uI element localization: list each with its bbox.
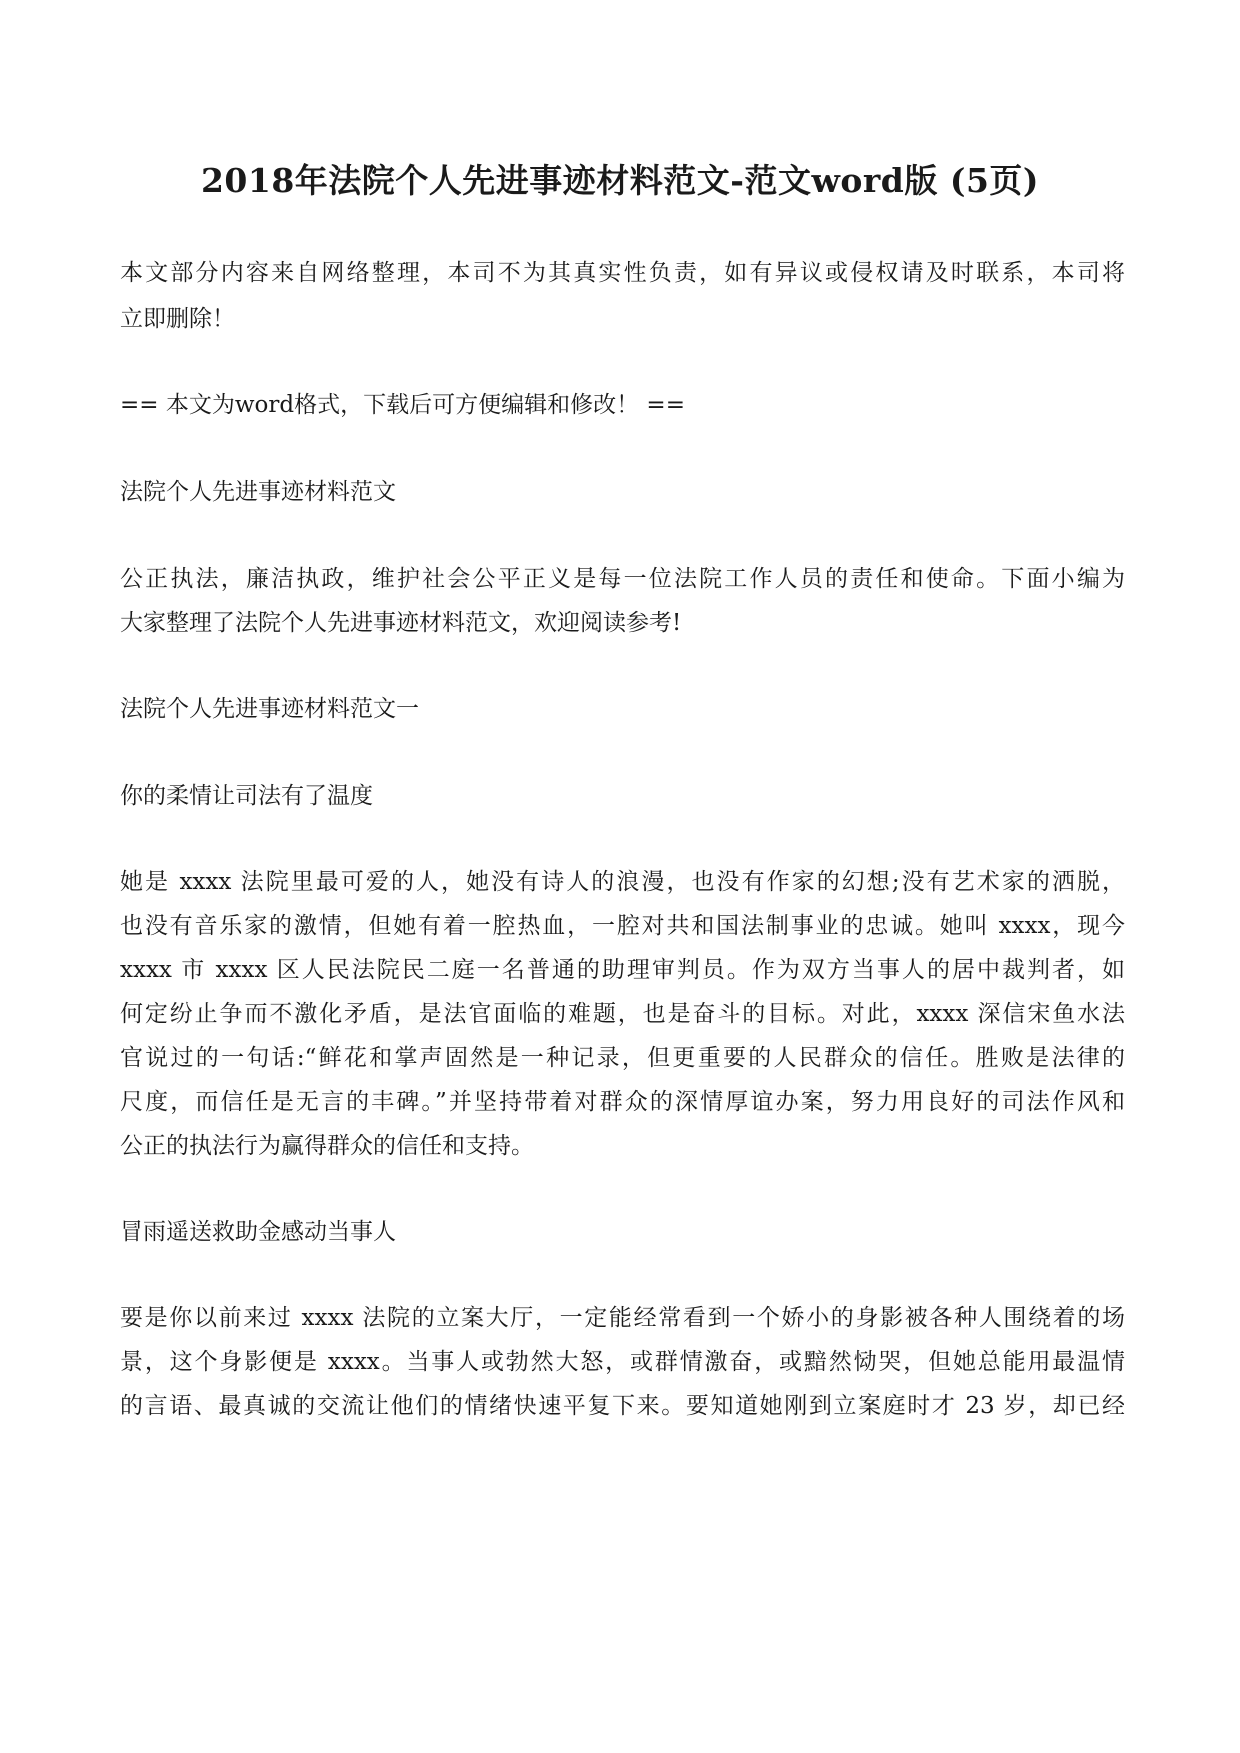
disclaimer-line-2: 立即删除！ xyxy=(120,306,235,332)
intro-line-1: 公正执法，廉洁执政，维护社会公平正义是每一位法院工作人员的责任和使命。下面小编为 xyxy=(120,566,1125,592)
paragraph-2-line-2: 景，这个身影便是 xxxx。当事人或勃然大怒，或群情激奋，或黯然恸哭，但她总能用最温情 xyxy=(120,1349,1125,1375)
section-heading: 法院个人先进事迹材料范文 xyxy=(120,479,396,505)
paragraph-2-line-1: 要是你以前来过 xxxx 法院的立案大厅，一定能经常看到一个娇小的身影被各种人围绕着的场 xyxy=(120,1305,1125,1331)
intro-line-2: 大家整理了法院个人先进事迹材料范文，欢迎阅读参考! xyxy=(120,610,682,636)
paragraph-1-line-7: 公正的执法行为赢得群众的信任和支持。 xyxy=(120,1133,534,1159)
paragraph-1-line-3: xxxx 市 xxxx 区人民法院民二庭一名普通的助理审判员。作为双方当事人的居中裁判者，如 xyxy=(120,957,1125,983)
paragraph-1-line-4: 何定纷止争而不激化矛盾，是法官面临的难题，也是奋斗的目标。对此，xxxx 深信宋鱼水法 xyxy=(120,1001,1125,1027)
paragraph-2-line-3: 的言语、最真诚的交流让他们的情绪快速平复下来。要知道她刚到立案庭时才 23 岁，却已经 xyxy=(120,1393,1125,1419)
word-format-notice: == 本文为word格式，下载后可方便编辑和修改！ == xyxy=(120,392,685,418)
paragraph-1-line-1: 她是 xxxx 法院里最可爱的人，她没有诗人的浪漫，也没有作家的幻想;没有艺术家的洒脱， xyxy=(120,869,1125,895)
paragraph-1-line-6: 尺度，而信任是无言的丰碑。”并坚持带着对群众的深情厚谊办案，努力用良好的司法作风和 xyxy=(120,1089,1125,1115)
paragraph-1-line-2: 也没有音乐家的激情，但她有着一腔热血，一腔对共和国法制事业的忠诚。她叫 xxxx，现今 xyxy=(120,913,1125,939)
example-one-heading: 法院个人先进事迹材料范文一 xyxy=(120,696,419,722)
paragraph-1-line-5: 官说过的一句话:“鲜花和掌声固然是一种记录，但更重要的人民群众的信任。胜败是法律的 xyxy=(120,1045,1125,1071)
story-subtitle: 你的柔情让司法有了温度 xyxy=(120,783,373,809)
subheading-rescue-fund: 冒雨遥送救助金感动当事人 xyxy=(120,1219,396,1245)
document-title: 2018年法院个人先进事迹材料范文-范文word版 (5页) xyxy=(200,161,1040,200)
disclaimer-line-1: 本文部分内容来自网络整理，本司不为其真实性负责，如有异议或侵权请及时联系，本司将 xyxy=(120,260,1125,286)
